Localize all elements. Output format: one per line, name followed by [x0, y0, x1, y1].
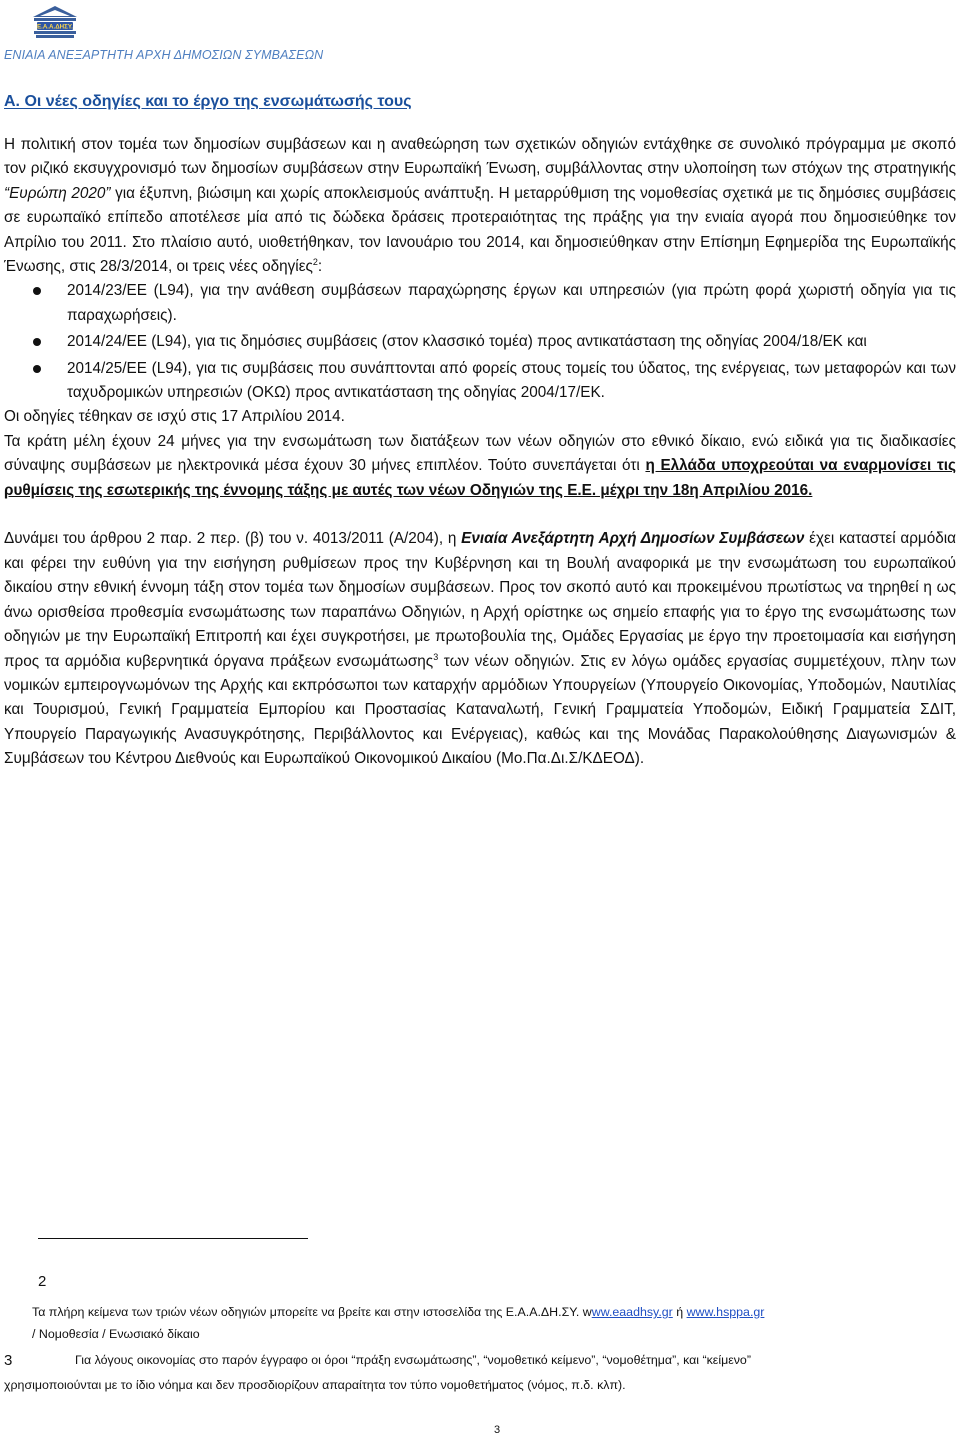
page-number: 3 [494, 1424, 501, 1436]
eaadhsy-link[interactable]: ww.eaadhsy.gr [591, 1305, 673, 1319]
logo-text: Ε.Α.Α.ΔΗΣΥ. [36, 23, 74, 31]
hsppa-link[interactable]: www.hsppa.gr [686, 1305, 765, 1319]
directives-list [4, 279, 956, 405]
bullet-icon [33, 338, 41, 346]
footnote-3-text: Για λόγους οικονομίας στο παρόν έγγραφο οι όροι “πράξη ενσωμάτωσης”, “νομοθετικό κείμενο”, “νομοθέτημα”, και “κείμενο” [75, 1353, 751, 1367]
list-item: 2014/25/ΕΕ (L94), για τις συμβάσεις που συνάπτονται από φορείς στους τομείς του ύδατος, της ενέργειας, των μεταφορών και των ταχυδρομικών υπηρεσιών (ΟΚΩ) προς αντικατάσταση της οδηγίας 2004/17/ΕΚ. [4, 357, 956, 406]
footnote-3-number: 3 [4, 1352, 13, 1369]
eaadhsy-logo [30, 4, 80, 42]
section-heading: Α. Οι νέες οδηγίες και το έργο της ενσωμάτωσής τους [4, 93, 412, 110]
footnote-ref-2[interactable]: 2 [312, 256, 318, 267]
list-item: 2014/24/ΕΕ (L94), για τις δημόσιες συμβάσεις (στον κλασσικό τομέα) προς αντικατάσταση της οδηγίας 2004/18/ΕΚ και [4, 330, 956, 354]
footnote-2-text: Τα πλήρη κείμενα των τριών νέων οδηγιών μπορείτε να βρείτε και στην ιστοσελίδα της Ε.Α.Α.ΔΗ.ΣΥ. www.eaadhsy.gr ή www.hsppa.gr [32, 1305, 765, 1319]
deadline-emphasis: η Ελλάδα υποχρεούται να εναρμονίσει τις ρυθμίσεις της εσωτερικής της έννομης τάξης με αυτές των νέων Οδηγιών της Ε.Ε. μέχρι την 18η Απριλίου 2016. [4, 457, 956, 499]
paragraph-deadline: Τα κράτη μέλη έχουν 24 μήνες για την ενσωμάτωση των διατάξεων των νέων οδηγιών στο εθνικό δίκαιο, ενώ ειδικά για τις διαδικασίες σύναψης συμβάσεων με ηλεκτρονικά μέσα έχουν 30 μήνες επιπλέον. Τούτο συνεπάγεται ότι η Ελλάδα υποχρεούται να εναρμονίσει τις ρυθμίσεις της εσωτερικής της έννομης τάξης με αυτές των νέων Οδηγιών της Ε.Ε. μέχρι την 18η Απριλίου 2016. [4, 432, 956, 499]
authority-name: Ενιαία Ανεξάρτητη Αρχή Δημοσίων Συμβάσεων [461, 530, 805, 548]
footnote-separator [38, 1238, 308, 1239]
paragraph-authority: Δυνάμει του άρθρου 2 παρ. 2 περ. (β) του ν. 4013/2011 (Α/204), η Ενιαία Ανεξάρτητη Αρχή Δημοσίων Συμβάσεων έχει καταστεί αρμόδια και φέρει την ευθύνη για την εισήγηση ρυθμίσεων προς την Κυβέρνηση και τη Βουλή αναφορικά με την ενσωμάτωση του ευρωπαϊκού δικαίου στην εθνική έννομη τάξη στον τομέα των δημοσίων συμβάσεων. Προς τον σκοπό αυτό και προκειμένου πρωτίστως να τηρηθεί η ως άνω ορισθείσα προθεσμία ενσωμάτωσης των παραπάνω Οδηγιών, η Αρχή ορίστηκε ως σημείο επαφής για το έργο της ενσωμάτωσης των οδηγιών με την Ευρωπαϊκή Επιτροπή και έχει συγκροτήσει, με πρωτοβουλία της, Ομάδες Εργασίας με έργο την προετοιμασία και εισήγηση προς τα αρμόδια κυβερνητικά όργανα πράξεων ενσωμάτωσης$^3$ των νέων οδηγιών. Στις εν λόγω ομάδες εργασίας συμμετέχουν, πλην των νομικών εμπειρογνωμόνων της Αρχής και εκπρόσωποι των καταρχήν αρμόδιων Υπουργείων (Υπουργείο Οικονομίας, Υποδομών, Ναυτιλίας και Τουρισμού, Γενική Γραμματεία Εμπορίου και Προστασίας Καταναλωτή, Γενική Γραμματεία Υποδομών, Ειδική Γραμματεία ΣΔΙΤ, Υπουργείο Παραγωγικής Ανασυγκρότησης, Περιβάλλοντος και Ενέργειας), καθώς και της Μονάδας Παρακολούθησης Διαγωνισμών & Συμβάσεων του Κέντρου Διεθνούς και Ευρωπαϊκού Οικονομικού Δικαίου (Μο.Πα.Δι.Σ/ΚΔΕΟΔ). [4, 530, 956, 768]
footnote-3-continuation: χρησιμοποιούνται με το ίδιο νόημα και δεν προσδιορίζουν απαραίτητα τον τύπο νομοθετήματος (νόμος, π.δ. κλπ). [4, 1378, 626, 1392]
footnote-2-number: 2 [38, 1273, 47, 1290]
bullet-icon [33, 365, 41, 373]
organization-name: ΕΝΙΑΙΑ ΑΝΕΞΑΡΤΗΤΗ ΑΡΧΗ ΔΗΜΟΣΙΩΝ ΣΥΜΒΑΣΕΩΝ [4, 48, 324, 62]
footnote-2-path: / Νομοθεσία / Ενωσιακό δίκαιο [32, 1327, 200, 1341]
strategy-name: “Ευρώπη 2020” [4, 184, 111, 202]
document-body [4, 130, 956, 772]
bullet-icon [33, 287, 41, 295]
paragraph-intro: Η πολιτική στον τομέα των δημοσίων συμβάσεων και η αναθεώρηση των σχετικών οδηγιών εντάχθηκε σε συνολικό πρόγραμμα με σκοπό τον ριζικό εκσυγχρονισμό των δημοσίων συμβάσεων στην Ευρωπαϊκή Ένωση, συμβάλλοντας στην υλοποίηση των στόχων της στρατηγικής “Ευρώπη 2020” για έξυπνη, βιώσιμη και χωρίς αποκλεισμούς ανάπτυξη. Η μεταρρύθμιση της νομοθεσίας σχετικά με τις δημόσιες συμβάσεις σε ευρωπαϊκό επίπεδο αποτέλεσε μία από τις δώδεκα δράσεις προτεραιότητας της πράξης για την ενιαία αγορά που δημοσιεύθηκε τον Απρίλιο του 2011. Στο πλαίσιο αυτό, υιοθετήθηκαν, τον Ιανουάριο του 2014, και δημοσιεύθηκαν στην Επίσημη Εφημερίδα της Ευρωπαϊκής Ένωσης, στις 28/3/2014, οι τρεις νέες οδηγίες$^2$: [4, 136, 956, 276]
footnote-ref-3[interactable]: 3 [433, 651, 439, 662]
paragraph-entry-into-force: Οι οδηγίες τέθηκαν σε ισχύ στις 17 Απριλίου 2014. [4, 408, 345, 426]
list-item: 2014/23/ΕΕ (L94), για την ανάθεση συμβάσεων παραχώρησης έργων και υπηρεσιών (για πρώτη φορά χωριστή οδηγία για τις παραχωρήσεις). [4, 279, 956, 328]
